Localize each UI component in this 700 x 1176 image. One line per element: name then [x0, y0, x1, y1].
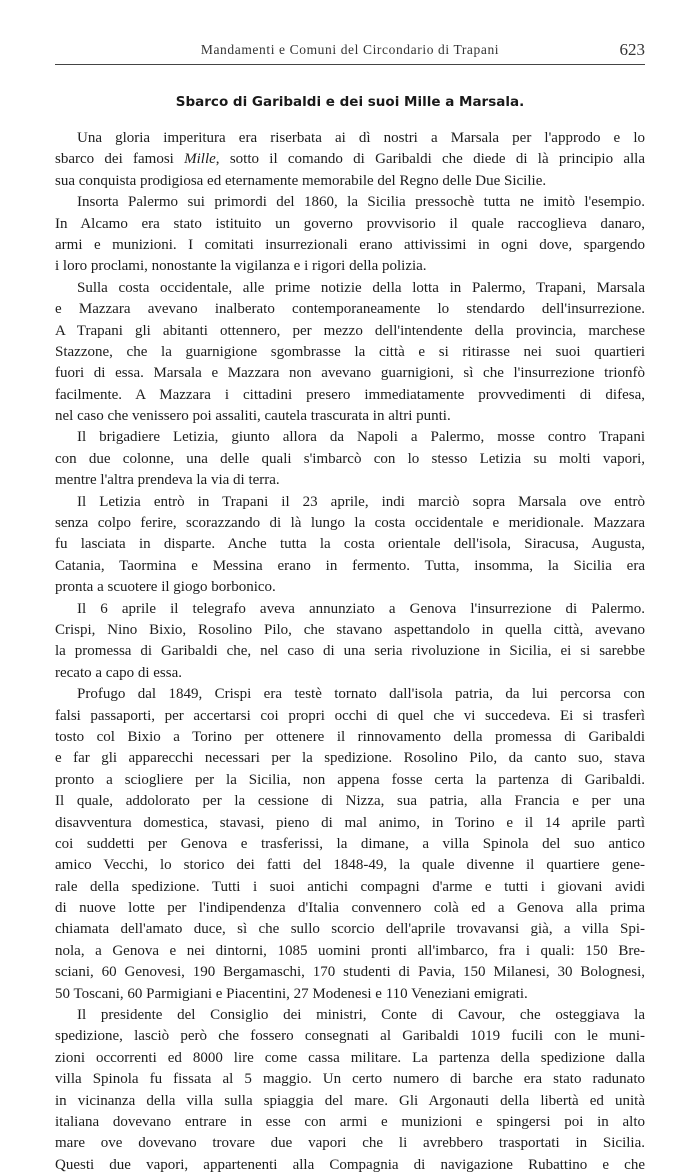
text-line: italiana dovevano entrare in esse con armi e munizioni e spingersi poi in alto	[55, 1113, 645, 1130]
text-line: A Trapani gli abitanti ottennero, per mezzo dell'intendente della provincia, marchese	[55, 322, 645, 339]
text-line: Il presidente del Consiglio dei ministri, Conte di Cavour, che osteggiava la	[77, 1007, 645, 1024]
text-line: coi suddetti per Genova e trasferissi, la dimane, a villa Spinola del suo antico	[55, 835, 645, 852]
text-line: armi e munizioni. I comitati insurrezionali erano attivissimi in ogni dove, spargendo	[55, 236, 645, 253]
text-line: sciani, 60 Genovesi, 190 Bergamaschi, 170 studenti di Pavia, 150 Milanesi, 30 Bolognesi,	[55, 964, 645, 981]
text-line: falsi passaporti, per accertarsi coi propri occhi di quel che vi succedeva. Ei si trasferì	[55, 707, 645, 724]
text-line: i loro proclami, nonostante la vigilanza e i rigori della polizia.	[55, 258, 427, 275]
text-line: Crispi, Nino Bixio, Rosolino Pilo, che stavano aspettandolo in quella città, avevano	[55, 621, 645, 638]
text-line: senza colpo ferire, scorazzando di là lungo la costa occidentale e meridionale. Mazzara	[55, 515, 645, 532]
text-line: villa Spinola fu fissata al 5 maggio. Un certo numero di barche era stato radunato	[55, 1071, 645, 1088]
body-text	[55, 128, 645, 1176]
text-line: Il brigadiere Letizia, giunto allora da Napoli a Palermo, mosse contro Trapani	[77, 429, 645, 446]
text-line: e Mazzara avevano inalberato contemporaneamente lo stendardo dell'insurrezione.	[55, 301, 645, 318]
text-line: chiamata dell'amato duce, sì che sullo scorcio dell'aprile trovavansi già, a villa Spi-	[55, 921, 645, 938]
section-heading: Sbarco di Garibaldi e dei suoi Mille a Marsala.	[175, 94, 525, 110]
text-line: fu lasciata in disparte. Anche tutta la costa orientale dell'isola, Siracusa, Augusta,	[55, 536, 645, 553]
text-line: Il Letizia entrò in Trapani il 23 aprile, indi marciò sopra Marsala ove entrò	[77, 493, 645, 510]
text-line: tosto col Bixio a Torino per ottenere il rinnovamento della promessa di Garibaldi	[55, 728, 645, 745]
text-line: amico Vecchi, lo storico dei fatti del 1848-49, la quale divenne il quartiere gene-	[55, 857, 645, 874]
text-line: In Alcamo era stato istituito un governo provvisorio il quale raccoglieva danaro,	[55, 215, 645, 232]
running-title: Mandamenti e Comuni del Circondario di Trapani	[200, 42, 500, 57]
text-line: zioni occorrenti ed 8000 lire come cassa militare. La partenza della spedizione dalla	[55, 1049, 645, 1066]
text-line: pronto a sciogliere per la Sicilia, non appena fosse certa la partenza di Garibaldi.	[55, 771, 645, 788]
text-line: spedizione, lasciò però che fossero consegnati al Garibaldi 1019 fucili con le muni-	[55, 1028, 645, 1045]
text-line: Insorta Palermo sui primordi del 1860, la Sicilia pressochè tutta ne imitò l'esempio.	[77, 194, 645, 211]
text-line: Sulla costa occidentale, alle prime notizie della lotta in Palermo, Trapani, Marsala	[77, 279, 645, 296]
text-line: nola, a Genova e nei dintorni, 1085 uomini pronti all'imbarco, fra i quali: 150 Bre-	[55, 942, 645, 959]
text-line: fuori di essa. Marsala e Mazzara non avevano guarnigioni, sì che l'insurrezione trionfò	[55, 365, 645, 382]
text-line: sua conquista prodigiosa ed eternamente memorabile del Regno delle Due Sicilie.	[55, 172, 547, 189]
text-line: pronta a scuotere il giogo borbonico.	[55, 579, 276, 596]
text-line: Questi due vapori, appartenenti alla Compagnia di navigazione Rubattino e che	[55, 1156, 645, 1173]
text-line: Catania, Taormina e Messina erano in fermento. Tutta, insomma, la Sicilia era	[55, 557, 645, 574]
text-line: nel caso che venissero poi assaliti, cautela trascurata in altri punti.	[55, 408, 451, 425]
text-line: sbarco dei famosi Mille, sotto il comando di Garibaldi che diede di là principio alla	[55, 151, 645, 168]
text-line: la promessa di Garibaldi che, nel caso di una seria rivoluzione in Sicilia, ei si sarebbe	[55, 643, 645, 660]
text-line: e far gli apparecchi necessari per la spedizione. Rosolino Pilo, da canto suo, stava	[55, 750, 645, 767]
running-header	[55, 40, 645, 65]
text-line: disavventura domestica, stavasi, pieno di mal animo, in Torino e il 14 aprile partì	[55, 814, 645, 831]
text-line: facilmente. A Mazzara i cittadini presero immediatamente provvedimenti di difesa,	[55, 386, 645, 403]
page-number: 623	[619, 40, 645, 59]
text-line: Il 6 aprile il telegrafo aveva annunziato a Genova l'insurrezione di Palermo.	[77, 600, 645, 617]
text-line: di nuove lotte per l'indipendenza d'Italia convennero colà ed a Genova alla prima	[55, 900, 645, 917]
text-line: Profugo dal 1849, Crispi era testè tornato dall'isola patria, da lui percorsa con	[77, 686, 645, 703]
text-line: in vicinanza della villa sulla spiaggia del mare. Gli Argonauti della libertà ed unità	[55, 1092, 645, 1109]
text-line: Stazzone, che la guarnigione sgombrasse la città e si ritirasse nei suoi quartieri	[55, 343, 645, 360]
text-line: Una gloria imperitura era riserbata ai dì nostri a Marsala per l'approdo e lo	[77, 130, 645, 146]
text-line: rale della spedizione. Tutti i suoi antichi compagni d'arme e tutti i giovani avidi	[55, 878, 645, 895]
text-line: Il quale, addolorato per la cessione di Nizza, sua patria, alla Francia e per una	[55, 793, 645, 810]
text-line: con due colonne, una delle quali s'imbarcò con lo stesso Letizia su molti vapori,	[55, 450, 645, 467]
text-line: mare ove dovevano trovare due vapori che li avrebbero trasportati in Sicilia.	[55, 1135, 645, 1152]
italic-mille: Mille	[184, 151, 216, 168]
text-line: mentre l'altra prendeva la via di terra.	[55, 472, 280, 489]
text-line: recato a capo di essa.	[55, 664, 183, 681]
text-line: 50 Toscani, 60 Parmigiani e Piacentini, 27 Modenesi e 110 Veneziani emigrati.	[55, 985, 528, 1002]
